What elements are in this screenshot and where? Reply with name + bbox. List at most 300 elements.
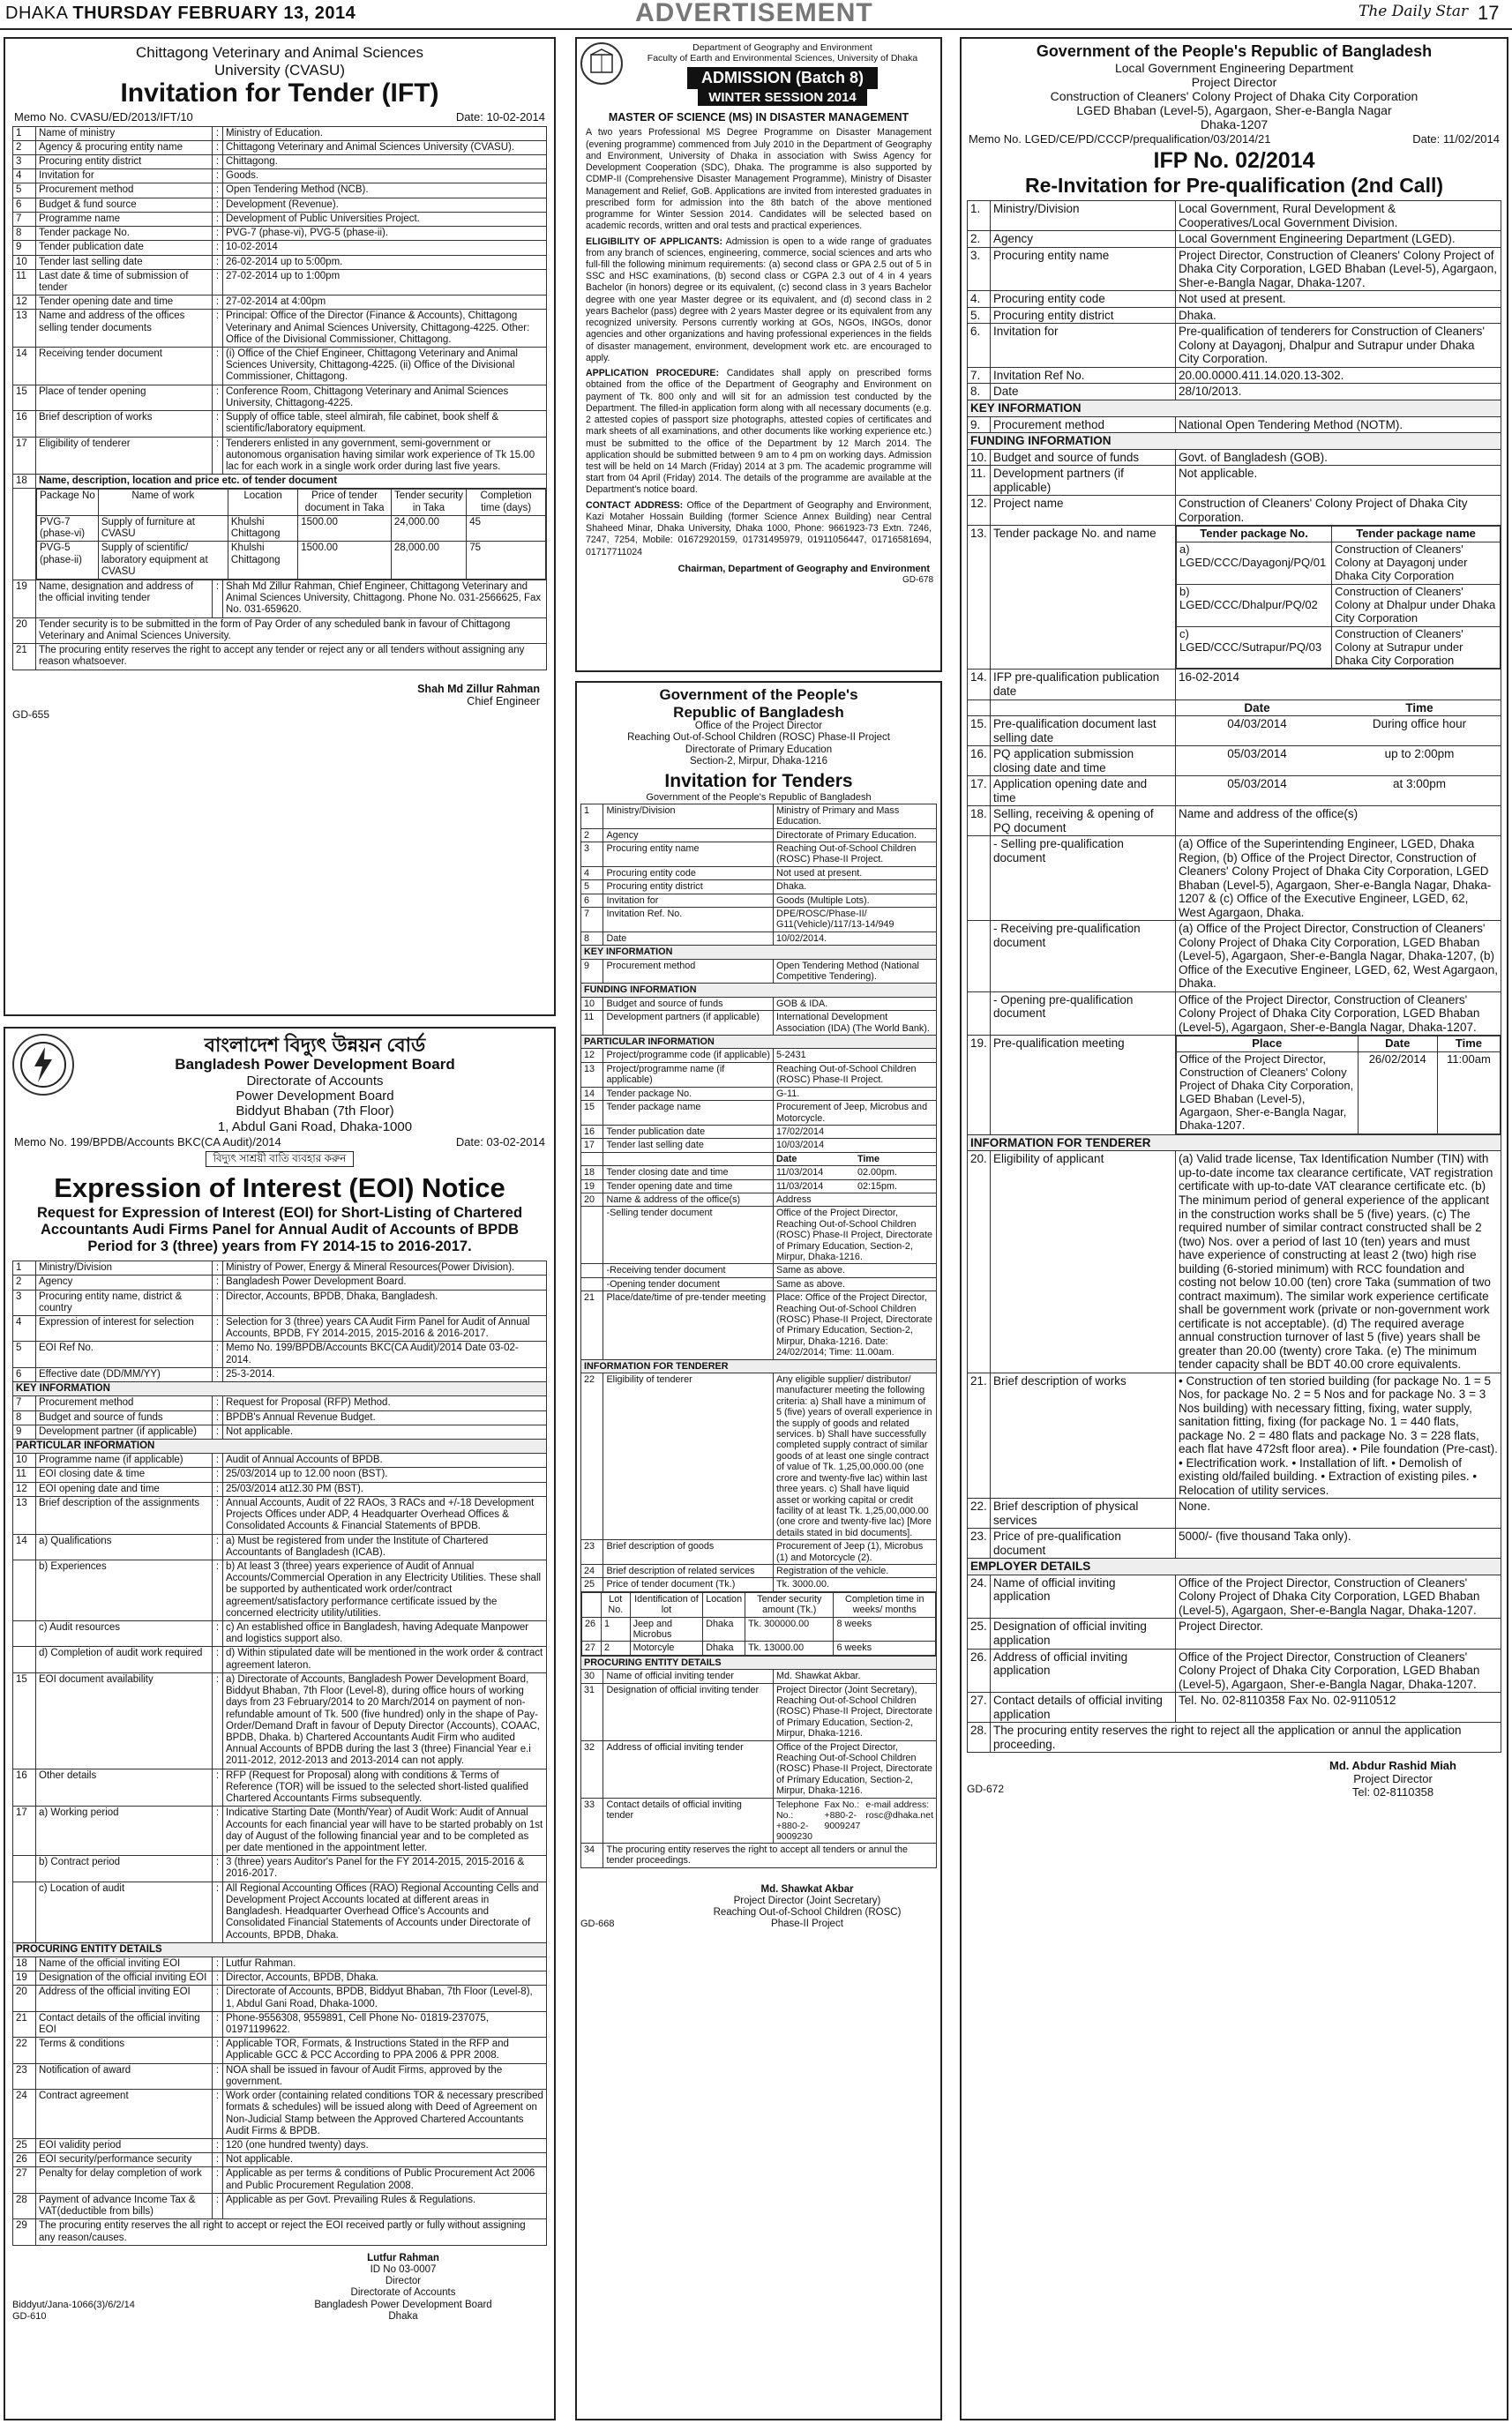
ad2-row bbox=[13, 2153, 547, 2167]
masthead bbox=[0, 0, 1512, 30]
ad1-row bbox=[13, 437, 547, 475]
ad1-sign-name: Shah Md Zillur Rahman bbox=[417, 682, 540, 695]
row-value: All Regional Accounting Offices (RAO) Regional Accounting Cells and Development Project Accounts located at different areas in Bangladesh. Headquarter Overhead Office's Accounts and Consolidated Financial Statements of Accounts under Directorate of Accounts, BPDB, Dhaka. bbox=[223, 1882, 547, 1942]
ad5-row bbox=[968, 1693, 1501, 1723]
ad4-row bbox=[581, 959, 937, 984]
ad4-subtitle: Government of the People's Republic of Bangladesh bbox=[646, 792, 872, 804]
ad2-row bbox=[13, 2139, 547, 2153]
row-label: Date bbox=[603, 931, 774, 945]
ad1-package-row-cell: 24,000.00 bbox=[391, 515, 466, 541]
row-value: Applicable TOR, Formats, & Instructions Stated in the RFP and Applicable GCC & PCC According to PPA 2006 & PPR 2008. bbox=[223, 2038, 547, 2063]
ad4-lot-header-cell: Identification of lot bbox=[630, 1592, 703, 1617]
row-number: 11. bbox=[968, 466, 991, 496]
ad5-package-row-cell: b) LGED/CCC/Dhalpur/PQ/02 bbox=[1177, 584, 1332, 626]
ad4-lot-row bbox=[582, 1617, 936, 1642]
ad4-row-34: 34 The procuring entity reserves the right to accept all tenders or annul the tender proceedings. bbox=[581, 1843, 937, 1867]
row-separator: : bbox=[213, 348, 223, 385]
ad-du-admission bbox=[575, 37, 942, 672]
row-number: 5 bbox=[581, 880, 603, 894]
ad2-row bbox=[13, 2193, 547, 2218]
ad5-memo-row bbox=[967, 131, 1501, 148]
row-value: Any eligible supplier/ distributor/ manufacturer meeting the following criteria: a) Shall have a minimum of 5 (five) years of overall experience in the supply of goods and related services. b) Shall have successfully completed supply contract of similar goods of at least one single contract of value of Tk. 1,25,00,000.00 (one crore and twenty-five lac) within last three years. c) Shall have liquid asset or working capital or credit facility of at least Tk. 1,25,00,000.00 (one crore and twenty-five lac) [More details stated in bid documents]. bbox=[774, 1373, 937, 1540]
row-number: 1 bbox=[581, 804, 603, 828]
row-separator: : bbox=[213, 198, 223, 212]
row-value: Conference Room, Chittagong Veterinary and Animal Sciences University, Chittagong-4225. bbox=[223, 385, 547, 410]
row-label: b) Experiences bbox=[36, 1560, 213, 1620]
row-number: 24 bbox=[13, 2090, 36, 2139]
row-number: 30 bbox=[581, 1670, 603, 1683]
ad5-row bbox=[968, 836, 1501, 921]
masthead-dateline bbox=[5, 4, 356, 24]
row-label: Procuring entity district bbox=[603, 880, 774, 894]
row-label: IFP pre-qualification publication date bbox=[991, 670, 1176, 700]
row-number: 2. bbox=[968, 231, 991, 248]
row-number: 22 bbox=[13, 2038, 36, 2063]
row-label: Tender package No. bbox=[603, 1087, 774, 1100]
row-separator: : bbox=[213, 140, 223, 154]
row-label: c) Audit resources bbox=[36, 1621, 213, 1647]
ad5-package-table: Tender package No. Tender package name a) LGED/CCC/Dayagonj/PQ/01 Construction of Cleaners' Colony at Dayagonj under Dhaka City Corporation b) LGED/CCC/Dhalpur/PQ/02 Construction of Cleaners' Colony at Dhalpur under Dhaka City Corporation c) LGED/CCC/Sutrapur/PQ/03 Construction of Cleaners' Colony at Sutrapur under Dhaka City Corporation bbox=[1176, 526, 1501, 669]
ad2-bangla-name: বাংলাদেশ বিদ্যুৎ উন্নয়ন বোর্ড bbox=[204, 1034, 426, 1056]
ad1-org-line1: Chittagong Veterinary and Animal Sciences bbox=[135, 44, 424, 61]
ad2-row bbox=[13, 1956, 547, 1971]
row-label: Name & address of the office(s) bbox=[603, 1193, 774, 1206]
row-separator: : bbox=[213, 1956, 223, 1971]
row-value: 5000/- (five thousand Taka only). bbox=[1176, 1529, 1501, 1559]
row-label: Procurement method bbox=[991, 416, 1176, 433]
row-value: Office of the Project Director, Construction of Cleaners' Colony Project of Dhaka City Corporation, LGED Bhaban (Level-5), Agargaon, Sher-e-Bangla Nagar, Dhaka-1207. bbox=[1176, 991, 1501, 1036]
row-value: Procurement of Jeep (1), Microbus (1) and Motorcycle (2). bbox=[774, 1540, 937, 1565]
row-number: 7 bbox=[13, 212, 36, 226]
ad4-line4: Section-2, Mirpur, Dhaka-1216 bbox=[690, 755, 827, 767]
row-value: Shah Md Zillur Rahman, Chief Engineer, Chittagong Veterinary and Animal Sciences University, Chittagong. Phone No. 031-2566625, Fax No. 031-659620. bbox=[223, 580, 547, 617]
row-number: 16 bbox=[581, 1125, 603, 1138]
ad1-row bbox=[13, 255, 547, 269]
ad1-package-table bbox=[36, 489, 546, 580]
row-value: Same as above. bbox=[774, 1264, 937, 1277]
ad4-row bbox=[581, 1049, 937, 1062]
row-number: 3 bbox=[581, 842, 603, 866]
row-number: 23 bbox=[581, 1540, 603, 1565]
row-number: 21 bbox=[13, 2011, 36, 2037]
row-label: - Opening pre-qualification document bbox=[991, 991, 1176, 1036]
ad5-datetime-row bbox=[968, 776, 1501, 806]
ad5-row-19: 19. Pre-qualification meeting Place Date Time Office of the Project Director, Construction of Cleaners' Colony Project of Dhaka City Corporation, LGED Bhaban (Level-5), Agargaon, Sher-e-Bangla Nagar, Dhaka-1207. 26/02/2014 11:00am bbox=[968, 1036, 1501, 1135]
row-label: Budget & fund source bbox=[36, 198, 213, 212]
row-number: 11 bbox=[13, 1468, 36, 1482]
ad5-package-row bbox=[1177, 542, 1501, 585]
row-value: Memo No. 199/BPDB/Accounts BKC(CA Audit)/2014 Date 03-02-2014. bbox=[223, 1342, 547, 1367]
row-separator: : bbox=[213, 1560, 223, 1620]
row-separator: : bbox=[213, 1290, 223, 1315]
row-separator: : bbox=[213, 2139, 223, 2153]
row-label: Brief description of goods bbox=[603, 1540, 774, 1565]
ad4-lot-row-cell: 2 bbox=[602, 1642, 631, 1655]
ad5-package-row bbox=[1177, 584, 1501, 626]
row-number: 24 bbox=[581, 1564, 603, 1577]
row-value: Development of Public Universities Project. bbox=[223, 212, 547, 226]
ad5-datetime-row bbox=[968, 746, 1501, 776]
ad1-row-21 bbox=[13, 644, 547, 670]
ad1-package-header-cell: Tender security in Taka bbox=[391, 490, 466, 515]
row-label: Receiving tender document bbox=[36, 348, 213, 385]
ad5-row-13: 13. Tender package No. and name Tender package No. Tender package name a) LGED/CCC/Dayagonj/PQ/01 Construction of Cleaners' Colony at Dayagonj under Dhaka City Corporation b) LGED/CCC/Dhalpur/PQ/02 Construction of Cleaners' Colony at Dhalpur under Dhaka City Corporation c) LGED/CCC/Sutrapur/PQ/03 Construction of Cleaners' Colony at Sutrapur under Dhaka City Corporation bbox=[968, 526, 1501, 670]
row-number: 8 bbox=[13, 1410, 36, 1425]
row-number: 25 bbox=[581, 1578, 603, 1591]
ad2-section-key: KEY INFORMATION bbox=[13, 1382, 547, 1396]
row-value: a) Must be registered from under the Institute of Chartered Accountants of Bangladesh (ICAB). bbox=[223, 1534, 547, 1560]
ad4-sign-name: Md. Shawkat Akbar bbox=[760, 1883, 854, 1895]
row-number: 24. bbox=[968, 1575, 991, 1619]
row-number: 1 bbox=[13, 1261, 36, 1276]
ad4-section-procuring: PROCURING ENTITY DETAILS bbox=[581, 1656, 937, 1669]
ad2-note29: The procuring entity reserves the all right to accept or reject the EOI received partly or fully without assigning any reason/causes. bbox=[36, 2219, 547, 2245]
ad4-contact-email: e-mail address: rosc@dhaka.net bbox=[865, 1799, 934, 1821]
row-separator: : bbox=[213, 1425, 223, 1439]
row-number: 9. bbox=[968, 416, 991, 433]
ad5-package-row bbox=[1177, 626, 1501, 669]
row-number: 19 bbox=[13, 580, 36, 617]
ad4-row bbox=[581, 908, 937, 932]
row-value: Directorate of Primary Education. bbox=[774, 828, 937, 842]
row-number bbox=[13, 1560, 36, 1620]
ad5-row bbox=[968, 1619, 1501, 1649]
row-separator: : bbox=[213, 1769, 223, 1807]
row-separator: : bbox=[213, 241, 223, 255]
ad4-lot-row-cell: Tk. 300000.00 bbox=[745, 1617, 834, 1642]
ad2-note29-no: 29 bbox=[13, 2219, 36, 2245]
row-value: Address bbox=[774, 1193, 937, 1206]
ad1-org-line2: University (CVASU) bbox=[214, 61, 345, 79]
row-label: Name of ministry bbox=[36, 126, 213, 140]
row-value: 17/02/2014 bbox=[774, 1125, 937, 1138]
ad5-row bbox=[968, 496, 1501, 526]
row-value: National Open Tendering Method (NOTM). bbox=[1176, 416, 1501, 433]
row-value: Md. Shawkat Akbar. bbox=[774, 1670, 937, 1683]
ad4-contact-fax: Fax No.: +880-2-9009247 bbox=[824, 1799, 861, 1831]
row-label: Ministry/Division bbox=[991, 201, 1176, 231]
row-label: Effective date (DD/MM/YY) bbox=[36, 1367, 213, 1381]
ad4-lot-row-cell: 8 weeks bbox=[834, 1617, 936, 1642]
row-separator: : bbox=[213, 126, 223, 140]
ad2-row bbox=[13, 1468, 547, 1482]
row-separator: : bbox=[213, 255, 223, 269]
row-separator: : bbox=[213, 1882, 223, 1942]
ad5-memo: Memo No. LGED/CE/PD/CCCP/prequalification/03/2014/21 bbox=[969, 132, 1271, 146]
row-separator: : bbox=[213, 1807, 223, 1856]
row-separator: : bbox=[213, 2153, 223, 2167]
ad5-package-row-cell: a) LGED/CCC/Dayagonj/PQ/01 bbox=[1177, 542, 1332, 585]
row-number: 22 bbox=[581, 1373, 603, 1540]
ad1-package-header-cell: Price of tender document in Taka bbox=[298, 490, 392, 515]
row-separator: : bbox=[213, 411, 223, 437]
ad5-sign-tel: Tel: 02-8110358 bbox=[1351, 1784, 1434, 1799]
row-value: Goods (Multiple Lots). bbox=[774, 894, 937, 907]
ad1-package-row-cell: PVG-5 (phase-ii) bbox=[37, 542, 99, 580]
ad2-row bbox=[13, 1986, 547, 2011]
row-value: BPDB's Annual Revenue Budget. bbox=[223, 1410, 547, 1425]
row-number: 25 bbox=[13, 2139, 36, 2153]
row-value: 05/03/2014 bbox=[1227, 747, 1287, 761]
row-label: Development partners (if applicable) bbox=[603, 1011, 774, 1036]
ad3-session-badge: WINTER SESSION 2014 bbox=[698, 89, 867, 106]
row-value: Office of the Project Director, Reaching Out-of-School Children (ROSC) Phase-II Project, Directorate of Primary Education, Section-2, Mirpur, Dhaka-1216. bbox=[774, 1740, 937, 1798]
row-separator: : bbox=[213, 437, 223, 475]
row-number: 21. bbox=[968, 1373, 991, 1499]
ad4-row bbox=[581, 1062, 937, 1087]
ad4-lot-row bbox=[582, 1642, 936, 1655]
ad3-procedure: APPLICATION PROCEDURE: Candidates shall apply on prescribed forms obtained from the office of the Department of Geography and Environment on payment of Tk. 800 only and will sit for an admission test conducted by the Department. The filled-in application form along with all necessary documents (e.g. 2 attested copies of passport size photographs, attested copies of certificates and mark sheets of all examinations, and other documents like working experience etc.) must be submitted to the office of the Department by 12 March 2014. The application should be submitted between 9 am to 4 pm on working days. Admission test will be held on 14 March (Friday) 2014 at 3 pm. The academic programme will start from 04 April (Friday) 2014. The details of the programme are available at the Department's notice board. bbox=[586, 368, 932, 496]
ad3-contact: CONTACT ADDRESS: Office of the Department of Geography and Environment, Kazi Motaher Hossain Building (former Science Annex Building) near Central Shaheed Minar, Dhaka University, Dhaka 1000, Phone: 9661923-73 Extn. 7246, 7247, 7254, Mobile: 01672920159, 01731495979, 01911056447, 01716581694, 01717711024 bbox=[586, 499, 932, 557]
row-value: 02.00pm. bbox=[857, 1167, 898, 1178]
row-value: Principal: Office of the Director (Finance & Accounts), Chittagong Veterinary and Animal Sciences University, Chittagong-4225. Other: Office of the Divisional Commissioner, Chittagong. bbox=[223, 310, 547, 348]
row-value: Not used at present. bbox=[1176, 291, 1501, 308]
row-separator: : bbox=[213, 1261, 223, 1276]
ad4-lot-header-cell: Location bbox=[703, 1592, 745, 1617]
row-number: 18 bbox=[13, 1956, 36, 1971]
row-label: Application opening date and time bbox=[991, 776, 1176, 806]
row-value: Directorate of Accounts, BPDB, Biddyut Bhaban, 7th Floor (Level-8), 1, Abdul Gani Road, Dhaka-1000. bbox=[223, 1986, 547, 2011]
ad1-package-row-cell: 1500.00 bbox=[298, 515, 392, 541]
row-label: Invitation for bbox=[603, 894, 774, 907]
row-label: EOI validity period bbox=[36, 2139, 213, 2153]
row-label: Development partner (if applicable) bbox=[36, 1425, 213, 1439]
ad2-sign-org: Bangladesh Power Development Board bbox=[314, 2299, 492, 2310]
row-separator: : bbox=[213, 1410, 223, 1425]
row-label: Budget and source of funds bbox=[36, 1410, 213, 1425]
row-number: 17 bbox=[13, 1807, 36, 1856]
row-value: Tk. 3000.00. bbox=[774, 1578, 937, 1591]
row-label: Eligibility of tenderer bbox=[603, 1373, 774, 1540]
row-number: 10. bbox=[968, 449, 991, 466]
ad2-row bbox=[13, 1672, 547, 1769]
row-number: 20 bbox=[581, 1193, 603, 1206]
ad4-lot-row-cell: 27 bbox=[582, 1642, 602, 1655]
row-value: Director, Accounts, BPDB, Dhaka, Bangladesh. bbox=[223, 1290, 547, 1315]
ad4-org1: Government of the People's bbox=[659, 686, 858, 703]
ad4-note34: The procuring entity reserves the right to accept all tenders or annul the tender proceedings. bbox=[603, 1843, 937, 1867]
row-separator: : bbox=[213, 1468, 223, 1482]
row-label: Programme name (if applicable) bbox=[36, 1454, 213, 1468]
row-number: 15 bbox=[581, 1101, 603, 1126]
row-label: a) Qualifications bbox=[36, 1534, 213, 1560]
row-number: 19 bbox=[581, 1179, 603, 1193]
row-number: 27 bbox=[13, 2167, 36, 2193]
ad4-row bbox=[581, 1087, 937, 1100]
ad5-row bbox=[968, 921, 1501, 992]
row-label: - Selling pre-qualification document bbox=[991, 836, 1176, 921]
ad1-package-row bbox=[37, 542, 546, 580]
ad5-datetime-header: Date Time bbox=[968, 700, 1501, 716]
ad-cvasu-tender bbox=[4, 37, 556, 1016]
ad2-row bbox=[13, 2038, 547, 2063]
ad2-line3: Biddyut Bhaban (7th Floor) bbox=[236, 1104, 394, 1119]
ad4-row bbox=[581, 880, 937, 894]
row-value: Chittagong Veterinary and Animal Sciences University (CVASU). bbox=[223, 140, 547, 154]
row-label: Brief description of physical services bbox=[991, 1499, 1176, 1529]
ad4-code: GD-668 bbox=[580, 1918, 615, 1929]
row-value: Local Government Engineering Department (LGED). bbox=[1176, 231, 1501, 248]
ad5-row bbox=[968, 367, 1501, 384]
row-label: - Receiving pre-qualification document bbox=[991, 921, 1176, 992]
row-value: Pre-qualification of tenderers for Construction of Cleaners' Colony at Dayagonj, Dhalpur and Sutrapur under Dhaka City Corporation. bbox=[1176, 324, 1501, 368]
ad1-row bbox=[13, 580, 547, 617]
row-value: Applicable as per Govt. Prevailing Rules & Regulations. bbox=[223, 2193, 547, 2218]
ad1-row bbox=[13, 296, 547, 310]
ad1-row bbox=[13, 269, 547, 295]
row-value: Bangladesh Power Development Board. bbox=[223, 1276, 547, 1290]
masthead-section: ADVERTISEMENT bbox=[635, 0, 873, 27]
row-label: Ministry/Division bbox=[603, 804, 774, 828]
row-value: 11/03/2014 bbox=[776, 1180, 824, 1192]
row-number: 5 bbox=[13, 183, 36, 198]
ad5-line2: Project Director bbox=[1191, 74, 1277, 89]
ad2-row bbox=[13, 1316, 547, 1342]
row-value: Procurement of Jeep, Microbus and Motorcycle. bbox=[774, 1101, 937, 1126]
row-number: 8 bbox=[13, 227, 36, 241]
ad5-section-tenderer: INFORMATION FOR TENDERER bbox=[968, 1134, 1501, 1151]
row-label: Agency bbox=[36, 1276, 213, 1290]
row-number: 1 bbox=[13, 126, 36, 140]
row-label: Contact details of the official inviting EOI bbox=[36, 2011, 213, 2037]
ad2-row bbox=[13, 1534, 547, 1560]
row-label: Price of tender document (Tk.) bbox=[603, 1578, 774, 1591]
row-value: Request for Proposal (RFP) Method. bbox=[223, 1396, 547, 1410]
row-separator: : bbox=[213, 1534, 223, 1560]
ad1-row bbox=[13, 183, 547, 198]
row-label: Payment of advance Income Tax & VAT(deductible from bills) bbox=[36, 2193, 213, 2218]
row-number: 22. bbox=[968, 1499, 991, 1529]
row-number: 19 bbox=[13, 1971, 36, 1986]
row-number: 15 bbox=[13, 385, 36, 410]
row-number: 15. bbox=[968, 716, 991, 746]
row-label: Procurement method bbox=[36, 1396, 213, 1410]
ad1-row bbox=[13, 241, 547, 255]
row-number: 25. bbox=[968, 1619, 991, 1649]
ad5-row bbox=[968, 449, 1501, 466]
row-value: Audit of Annual Accounts of BPDB. bbox=[223, 1454, 547, 1468]
row-separator: : bbox=[213, 154, 223, 168]
row-value: Selection for 3 (three) years CA Audit Firm Panel for Audit of Annual Accounts, BPDB, FY 2014-2015, 2015-2016 & 2016-2017. bbox=[223, 1316, 547, 1342]
row-value: Registration of the vehicle. bbox=[774, 1564, 937, 1577]
row-label: Invitation Ref. No. bbox=[603, 908, 774, 932]
ad1-signature bbox=[12, 683, 547, 708]
row-label: Contact details of official inviting application bbox=[991, 1693, 1176, 1723]
row-label: Place/date/time of pre-tender meeting bbox=[603, 1291, 774, 1359]
row-value: Govt. of Bangladesh (GOB). bbox=[1176, 449, 1501, 466]
ad3-faculty: Faculty of Earth and Environmental Sciences, University of Dhaka bbox=[647, 53, 918, 64]
row-label: Tender last selling date bbox=[36, 255, 213, 269]
row-value: c) An established office in Bangladesh, having Adequate Manpower and logistics support also. bbox=[223, 1621, 547, 1647]
row-value: 27-02-2014 up to 1:00pm bbox=[223, 269, 547, 295]
row-number: 13 bbox=[581, 1062, 603, 1087]
ad1-memo: Memo No. CVASU/ED/2013/IFT/10 bbox=[14, 109, 193, 123]
row-value: at 3:00pm bbox=[1392, 777, 1447, 791]
row-value: GOB & IDA. bbox=[774, 997, 937, 1010]
row-label: Other details bbox=[36, 1769, 213, 1807]
row-label: Procuring entity code bbox=[991, 291, 1176, 308]
row-label: Procuring entity name, district & country bbox=[36, 1290, 213, 1315]
row-number: 21 bbox=[581, 1291, 603, 1359]
row-value: G-11. bbox=[774, 1087, 937, 1100]
ad2-sign-city: Dhaka bbox=[388, 2310, 418, 2322]
row-label: EOI closing date & time bbox=[36, 1468, 213, 1482]
row-label: Tender opening date and time bbox=[603, 1179, 774, 1193]
ad5-package-row-cell: Construction of Cleaners' Colony at Sutrapur under Dhaka City Corporation bbox=[1332, 626, 1501, 669]
ad4-lot-row-cell: Motorcyle bbox=[630, 1642, 703, 1655]
ad-rosc-tender bbox=[575, 681, 942, 2420]
row-label: Agency bbox=[603, 828, 774, 842]
row-number: 12 bbox=[581, 1049, 603, 1062]
row-label: Contract agreement bbox=[36, 2090, 213, 2139]
ad4-row bbox=[581, 1670, 937, 1683]
row-value: (i) Office of the Chief Engineer, Chittagong Veterinary and Animal Sciences University, Chittagong-4225. (ii) Office of the Divisional Commissioner, Chittagong. bbox=[223, 348, 547, 385]
ad4-lot-row-cell: 6 weeks bbox=[834, 1642, 936, 1655]
row-value: Phone-9556308, 9559891, Cell Phone No- 01819-237075, 01971199622. bbox=[223, 2011, 547, 2037]
ad2-ref: Biddyut/Jana-1066(3)/6/2/14 bbox=[12, 2300, 135, 2311]
ad1-package-header-cell: Completion time (days) bbox=[467, 490, 546, 515]
row-number: 7 bbox=[13, 1396, 36, 1410]
row-label: Price of pre-qualification document bbox=[991, 1529, 1176, 1559]
ad2-slogan: বিদ্যুৎ সাশ্রয়ী বাতি ব্যবহার করুন bbox=[206, 1151, 355, 1167]
row-label: Tender package name bbox=[603, 1101, 774, 1126]
row-number bbox=[968, 921, 991, 992]
row-value: 120 (one hundred twenty) days. bbox=[223, 2139, 547, 2153]
ad2-row bbox=[13, 1807, 547, 1856]
row-value: Dhaka. bbox=[1176, 307, 1501, 324]
row-label: d) Completion of audit work required bbox=[36, 1647, 213, 1672]
row-number bbox=[581, 1277, 603, 1291]
row-label: Tender publication date bbox=[36, 241, 213, 255]
row-number: 8. bbox=[968, 384, 991, 400]
masthead-page-number: 17 bbox=[1478, 2, 1500, 24]
ad2-row bbox=[13, 1482, 547, 1496]
row-label: Designation of the official inviting EOI bbox=[36, 1971, 213, 1986]
row-value: (a) Office of the Project Director, Construction of Cleaners' Colony Project of Dhaka City Corporation, LGED Bhaban (Level-5), Agargaon, Sher-e-Bangla Nagar, Dhaka-1207, (b) Office of the Executive Engineer, LGED, 62, West Agargaon, Dhaka. bbox=[1176, 921, 1501, 992]
ad1-date: Date: 10-02-2014 bbox=[455, 109, 545, 123]
row-number: 9 bbox=[13, 1425, 36, 1439]
row-label: Agency bbox=[991, 231, 1176, 248]
row-value: Director, Accounts, BPDB, Dhaka. bbox=[223, 1971, 547, 1986]
row-separator: : bbox=[213, 212, 223, 226]
row-separator: : bbox=[213, 2193, 223, 2218]
ad5-package-row-cell: Construction of Cleaners' Colony at Dhalpur under Dhaka City Corporation bbox=[1332, 584, 1501, 626]
row-value: Lutfur Rahman. bbox=[223, 1956, 547, 1971]
row-number: 31 bbox=[581, 1683, 603, 1740]
row-separator: : bbox=[213, 1342, 223, 1367]
row-label: Pre-qualification document last selling date bbox=[991, 716, 1176, 746]
row-label: Ministry/Division bbox=[36, 1261, 213, 1276]
row-separator: : bbox=[213, 1454, 223, 1468]
ad2-row bbox=[13, 2090, 547, 2139]
ad1-note20-no: 20 bbox=[13, 617, 36, 643]
ad5-line1: Local Government Engineering Department bbox=[1114, 60, 1354, 75]
row-value: Open Tendering Method (NCB). bbox=[223, 183, 547, 198]
row-label: Expression of interest for selection bbox=[36, 1316, 213, 1342]
row-value: Not applicable. bbox=[1176, 466, 1501, 496]
row-label: Project/programme name (if applicable) bbox=[603, 1062, 774, 1087]
ad4-row bbox=[581, 1540, 937, 1565]
row-label: Terms & conditions bbox=[36, 2038, 213, 2063]
row-label: Procuring entity district bbox=[991, 307, 1176, 324]
ad2-row bbox=[13, 2011, 547, 2037]
row-number: 11 bbox=[581, 1011, 603, 1036]
ad4-row bbox=[581, 1193, 937, 1206]
row-number: 23. bbox=[968, 1529, 991, 1559]
row-label: Designation of official inviting application bbox=[991, 1619, 1176, 1649]
row-value: up to 2:00pm bbox=[1384, 747, 1455, 761]
ad2-row bbox=[13, 1396, 547, 1410]
